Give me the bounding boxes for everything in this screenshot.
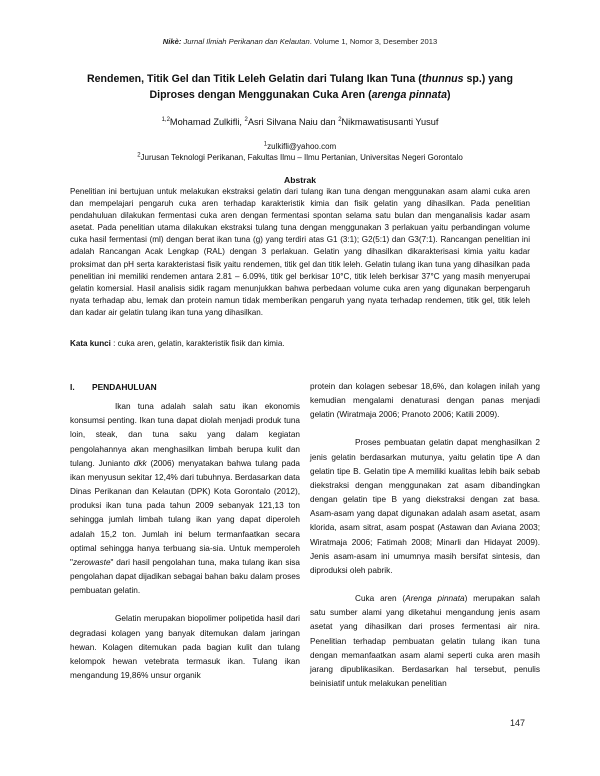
paragraph-text: (2006) menyatakan bahwa tulang pada ikan menyusun sekitar 12,4% dari tubuhnya. Berdasarkan data Dinas Perikanan dan Kelautan (DPK) Kota Gorontalo (2012), produksi ikan tuna pada tahun 2009 sebanyak 121,13 ton sehingga jumlah limbah tulang ikan yang dapat diperoleh adalah 15,2 ton. Jumlah ini belum termanfaatkan secara optimal sehingga hanya terbuang sia-sia. Untuk memperoleh " <box>70 458 300 567</box>
email-text: zulkifli@yahoo.com <box>267 142 337 151</box>
email-sup: 1 <box>263 141 268 148</box>
paragraph: Proses pembuatan gelatin dapat menghasilkan 2 jenis gelatin berdasarkan mutunya, yaitu gelatin tipe A dan gelatin tipe B. Gelatin tipe A memiliki kualitas lebih baik sebab diekstraksi dengan menggunakan zat asam dibandingkan dengan gelatin tipe B yang diekstraksi dengan zat basa. Asam-asam yang dapat digunakan adalah asam asetat, asam klorida, asam sitrat, asam pospat (Astawan dan Aviana 2003; Wiratmaja 2006; Fatimah 2008; Minarli dan Hidayat 2009). Jenis asam-asam ini umumnya masih bersifat sintesis, dan diproduksi oleh pabrik. <box>310 438 540 575</box>
section-title: PENDAHULUAN <box>92 382 157 392</box>
title-italic-1: thunnus <box>421 73 464 85</box>
paragraph-italic: Arenga pinnata <box>405 594 465 604</box>
author-sup-1: 1,2 <box>161 116 170 123</box>
abstract-body: Penelitian ini bertujuan untuk melakukan ekstraksi gelatin dari tulang ikan tuna dengan menggunakan asam alami cuka aren dan mempelajari pengaruh cuka aren terhadap karakteristik kimia dan fisik gelatin yang dihasilkan. Pada penelitian pendahuluan dilakukan fermentasi cuka aren dengan fermentasi spontan selama satu bulan dan menganalisis kadar asam asetat. Pada penelitian utama dilakukan ekstraksi tulang tuna dengan menggunakan 3 perlakuan yaitu perbandingan volume cuka hasil fermentasi (ml) dengan berat ikan tuna (g) yang terdiri atas G1 (3:1); G2(5:1) dan G3(7:1). Rancangan penelitian ini adalah Rancangan Acak Lengkap (RAL) dengan 3 perlakuan. Gelatin yang dihasilkan dikarakterisasi kimia yaitu kadar proksimat dan pH serta karakteristasi fisik yaitu rendemen, titik gel dan titik leleh. Gelatin tulang ikan tuna yang dihasilkan pada penelitian ini memiliki rendemen antara 2.81 – 6.09%, titik gel berkisar 10°C, titik leleh berkisar 37°C yang masih menyerupai gelatin komersial. Hasil analisis sidik ragam menunjukkan bahwa perbedaan volume cuka aren yang digunakan berpengaruh nyata terhadap abu, lemak dan protein namun tidak memberikan pengaruh yang nyata terhadap rendemen, titik gel, titik leleh dan kadar air gelatin tulang ikan tuna yang dihasilkan. <box>70 187 530 317</box>
affiliation-sup: 2 <box>137 152 141 159</box>
author-email <box>0 142 600 151</box>
left-column <box>70 380 300 697</box>
paragraph: protein dan kolagen sebesar 18,6%, dan kolagen inilah yang kemudian mengalami denaturasi dengan panas menjadi gelatin (Wiratmaja 2006; Pranoto 2006; Katili 2009). <box>310 382 540 420</box>
keywords-text: : cuka aren, gelatin, karakteristik fisik dan kimia. <box>110 339 285 348</box>
section-number: I. <box>70 382 75 392</box>
abstract-heading: Abstrak <box>284 175 316 185</box>
author-affiliation <box>0 153 600 162</box>
author-sup-3: 2 <box>338 116 342 123</box>
title-italic-2: arenga pinnata <box>371 89 447 101</box>
keywords <box>70 339 530 348</box>
volume-info: . Volume 1, Nomor 3, Desember 2013 <box>309 37 438 46</box>
journal-name: Nikè: <box>162 37 182 46</box>
author-sup-2: 2 <box>244 116 248 123</box>
paragraph: Gelatin merupakan biopolimer polipetida hasil dari degradasi kolagen yang banyak ditemukan dalam jaringan hewan. Kolagen ditemukan pada bagian kulit dan tulang kelompok hewan vetebrata termasuk ikan. Tulang ikan mengandung 19,86% unsur organik <box>70 614 300 680</box>
paragraph-text: Cuka aren ( <box>355 594 406 604</box>
journal-subtitle: Jurnal Ilmiah Perikanan dan Kelautan <box>183 37 310 46</box>
keywords-label: Kata kunci <box>70 339 111 348</box>
author-1: Mohamad Zulkifli, <box>169 117 245 127</box>
title-text-3: Diproses dengan Menggunakan Cuka Aren ( <box>149 89 372 101</box>
author-3: Nikmawatisusanti Yusuf <box>341 117 439 127</box>
journal-header <box>0 37 600 46</box>
paragraph-text: ) merupakan salah satu sumber alami yang diketahui mengandung jenis asam asetat yang dihasilkan dari proses fermentasi air nira. Penelitian terhadap pembuatan gelatin tulang ikan tuna dengan memanfaatkan asam alami seperti cuka aren masih jarang dipublikasikan. Berdasarkan hal tersebut, penulis beinisiatif untuk melakukan penelitian <box>310 594 540 688</box>
title-text-1: Rendemen, Titik Gel dan Titik Leleh Gelatin dari Tulang Ikan Tuna ( <box>87 73 422 85</box>
paragraph-text: Ikan tuna adalah salah satu ikan ekonomis konsumsi penting. Ikan tuna dapat diolah menjadi produk tuna loin, steak, dan tuna saku yang dalam kegiatan pengolahannya akan menghasilkan limbah berupa kulit dan tulang. Junianto <box>70 402 300 468</box>
author-list <box>0 117 600 127</box>
page-number: 147 <box>510 718 526 728</box>
paper-title <box>50 71 550 103</box>
author-2: Asri Silvana Naiu dan <box>247 117 339 127</box>
section-heading <box>70 380 300 394</box>
paragraph-italic: dkk <box>133 458 147 468</box>
title-text-2: sp.) yang <box>463 73 513 85</box>
title-text-4: ) <box>446 89 451 101</box>
right-column <box>310 380 540 705</box>
paragraph-italic: zerowaste <box>72 557 111 567</box>
affiliation-text: Jurusan Teknologi Perikanan, Fakultas Ilmu – Ilmu Pertanian, Universitas Negeri Gorontalo <box>140 153 463 162</box>
paragraph <box>70 400 300 598</box>
paragraph-text: " dari hasil pengolahan tuna, maka tulang ikan sisa pengolahan dapat dijadikan sebagai bahan baku dalam proses pembuatan gelatin. <box>70 557 300 596</box>
paragraph <box>310 592 540 691</box>
